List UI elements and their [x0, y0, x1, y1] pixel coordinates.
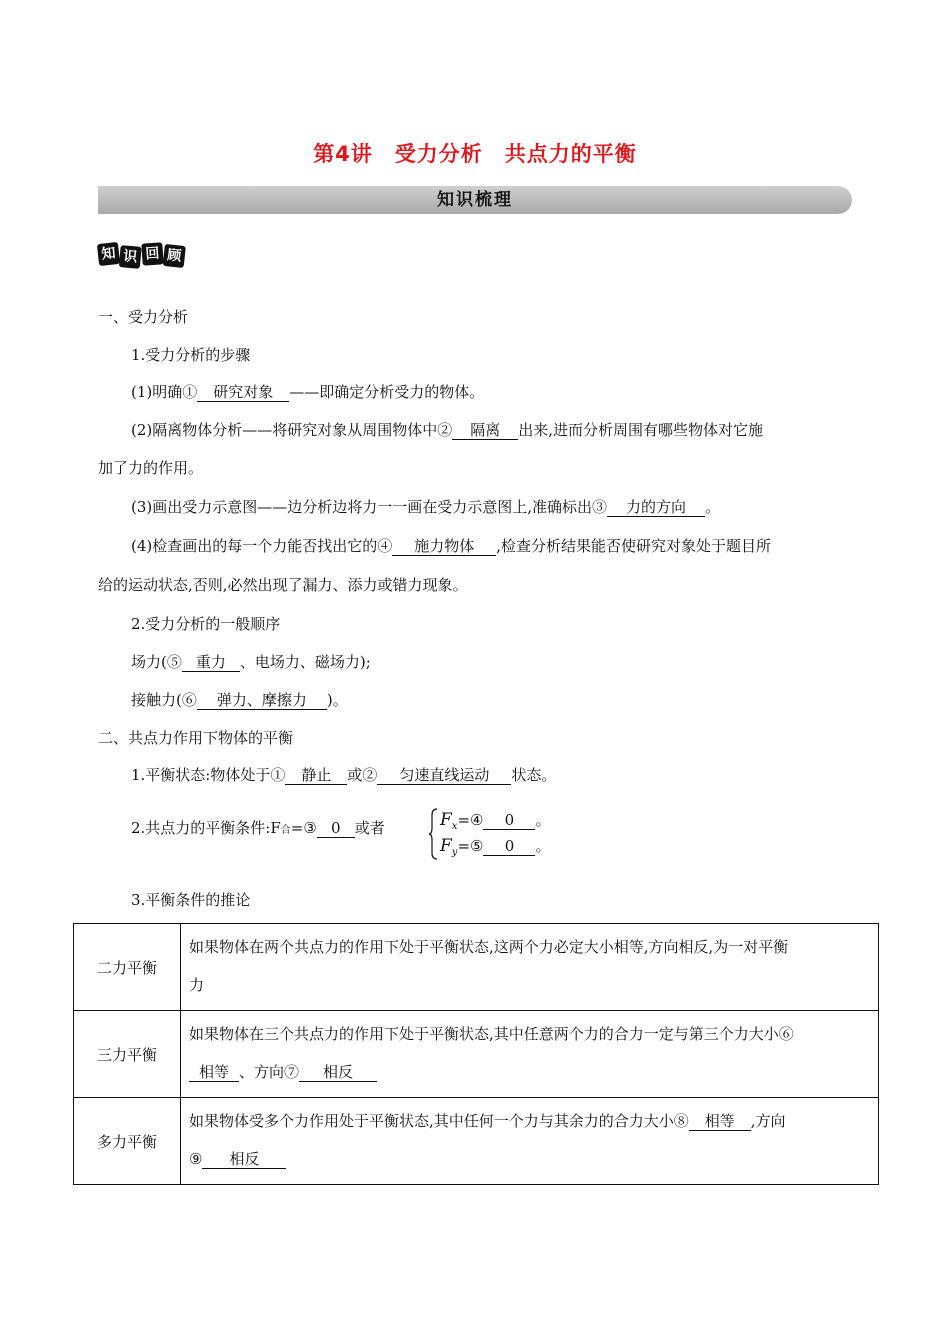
contact-force-line: 接触力(⑥ 弹力、摩擦力 )。 — [131, 691, 348, 709]
answer-blank: 力的方向 — [607, 499, 705, 517]
answer-blank: 弹力、摩擦力 — [197, 692, 327, 710]
step-4: (4)检查画出的每一个力能否找出它的④ 施力物体 ,检查分析结果能否使研究对象处于题目所 — [131, 537, 772, 555]
equilibrium-condition: 2.共点力的平衡条件:F合=③ 0 或者 — [131, 819, 385, 837]
answer-blank: 施力物体 — [392, 538, 496, 556]
logo-char: 顾 — [163, 244, 186, 268]
section2-heading: 二、共点力作用下物体的平衡 — [98, 729, 294, 747]
answer-blank: 静止 — [285, 767, 347, 785]
brace-icon — [428, 808, 438, 860]
sub-heading-steps: 1.受力分析的步骤 — [131, 346, 251, 364]
answer-blank: 相反 — [202, 1151, 286, 1169]
answer-blank: 匀速直线运动 — [377, 767, 511, 785]
answer-blank: 0 — [483, 812, 535, 830]
step-1: (1)明确① 研究对象 ——即确定分析受力的物体。 — [131, 383, 485, 401]
row-header: 三力平衡 — [74, 1011, 181, 1098]
row-content: 如果物体受多个力作用处于平衡状态,其中任何一个力与其余力的合力大小⑧ 相等 ,方向 ⑨ 相反 — [181, 1098, 879, 1185]
step-2: (2)隔离物体分析——将研究对象从周围物体中② 隔离 出来,进而分析周围有哪些物体对它施 — [131, 421, 764, 439]
corollary-table — [73, 923, 879, 1185]
sub-heading-order: 2.受力分析的一般顺序 — [131, 615, 281, 633]
step-2-cont: 加了力的作用。 — [98, 459, 204, 477]
table-row — [74, 924, 879, 1011]
answer-blank: 隔离 — [452, 422, 518, 440]
row-content: 如果物体在两个共点力的作用下处于平衡状态,这两个力必定大小相等,方向相反,为一对平衡 力 — [181, 924, 879, 1011]
logo-char: 回 — [141, 242, 163, 265]
step-3: (3)画出受力示意图——边分析边将力一一画在受力示意图上,准确标出③ 力的方向 。 — [131, 498, 721, 516]
banner-label: 知识梳理 — [437, 190, 513, 210]
step-4-cont: 给的运动状态,否则,必然出现了漏力、添力或错力现象。 — [98, 576, 468, 594]
row-header: 多力平衡 — [74, 1098, 181, 1185]
section-banner — [98, 186, 852, 214]
answer-blank: 相等 — [189, 1064, 239, 1082]
logo-char: 识 — [119, 245, 142, 269]
fy-equation: $F_y=⑤$ 0 。 — [440, 836, 551, 858]
sub-heading-corollary: 3.平衡条件的推论 — [131, 891, 251, 909]
row-header: 二力平衡 — [74, 924, 181, 1011]
answer-blank: 重力 — [182, 654, 240, 672]
section1-heading: 一、受力分析 — [98, 308, 189, 326]
answer-blank: 0 — [317, 820, 355, 838]
fx-equation: $F_x=④$ 0 。 — [440, 810, 551, 832]
answer-blank: 相等 — [689, 1113, 751, 1131]
lesson-title: 第4讲 受力分析 共点力的平衡 — [313, 142, 637, 166]
knowledge-review-logo — [98, 243, 186, 271]
answer-blank: 0 — [483, 838, 535, 856]
field-force-line: 场力(⑤ 重力 、电场力、磁场力); — [131, 653, 371, 671]
logo-char: 知 — [97, 242, 120, 266]
answer-blank: 研究对象 — [197, 384, 289, 402]
table-row — [74, 1011, 879, 1098]
answer-blank: 相反 — [299, 1064, 377, 1082]
table-row — [74, 1098, 879, 1185]
row-content: 如果物体在三个共点力的作用下处于平衡状态,其中任意两个力的合力一定与第三个力大小⑥ 相等 、方向⑦ 相反 — [181, 1011, 879, 1098]
equilibrium-state: 1.平衡状态:物体处于① 静止 或② 匀速直线运动 状态。 — [131, 766, 557, 784]
